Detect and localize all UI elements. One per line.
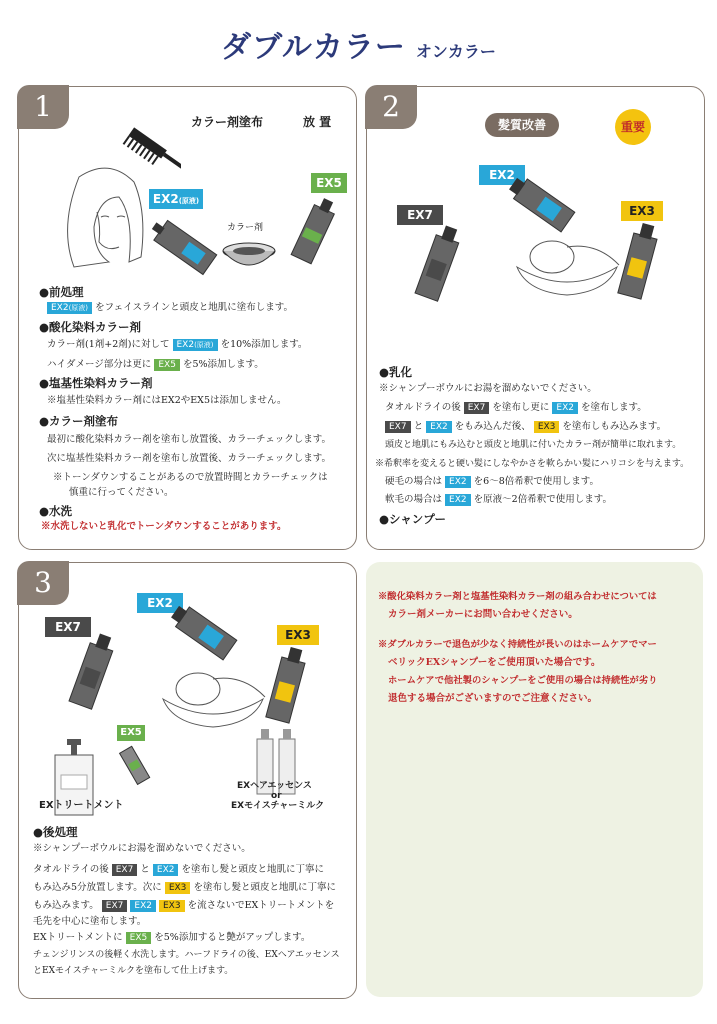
sec5-line1: ※水洗しないと乳化でトーンダウンすることがあります。 <box>41 521 287 532</box>
sec2-line1-a: カラー剤(1剤+2剤)に対して <box>47 339 170 350</box>
tag-ex3: EX3 <box>165 882 191 894</box>
line3-b: を塗布し髪と頭皮と地肌に丁寧に <box>193 882 336 893</box>
label-ex5: EX5 <box>311 173 347 193</box>
line7 <box>385 493 612 507</box>
sec4-line2: 次に塩基性染料カラー剤を塗布し放置後、カラーチェックします。 <box>47 453 331 464</box>
line3 <box>33 881 336 895</box>
line6-a: 硬毛の場合は <box>385 476 443 487</box>
line6-b: を5%添加すると艶がアップします。 <box>154 932 311 943</box>
badge-quality: 髪質改善 <box>485 113 559 137</box>
line2 <box>385 401 647 415</box>
sec1-title: ●後処理 <box>33 825 78 839</box>
label-essence: EXヘアエッセンス <box>237 781 312 791</box>
page-title <box>0 22 717 66</box>
header-apply: カラー剤塗布 <box>191 115 264 129</box>
tag-ex3: EX3 <box>159 900 185 912</box>
tag-ex7: EX7 <box>385 421 411 433</box>
tag-ex2 <box>173 339 218 351</box>
line3-c: を塗布しもみ込みます。 <box>562 421 667 432</box>
tag-ex2: EX2 <box>552 402 578 414</box>
line5: ※希釈率を変えると硬い髪にしなやかさを軟らかい髪にハリコシを与えます。 <box>375 459 690 469</box>
sec3-title: ●塩基性染料カラー剤 <box>39 376 153 390</box>
shampoo-bowl-illustration <box>153 659 273 729</box>
sec1-title: ●前処理 <box>39 285 84 299</box>
shampoo-bowl-illustration <box>507 227 627 297</box>
line8: とEXモイスチャーミルクを塗布して仕上げます。 <box>33 966 234 976</box>
tag-ex3: EX3 <box>534 421 560 433</box>
line6 <box>33 931 310 945</box>
comb-icon <box>111 119 181 189</box>
line1: ※シャンプーボウルにお湯を溜めないでください。 <box>379 383 597 394</box>
sec2-line2 <box>47 358 264 372</box>
sec1-title: ●乳化 <box>379 365 413 379</box>
sec2-line2-b: を5%添加します。 <box>182 359 264 370</box>
sec3-line1: ※塩基性染料カラー剤にはEX2やEX5は添加しません。 <box>47 395 287 406</box>
title-sub: オンカラー <box>415 42 496 61</box>
line7: チェンジリンスの後軽く水洗します。ハーフドライの後、EXヘアエッセンス <box>33 950 340 960</box>
bottle-ex5 <box>115 739 155 789</box>
color-bowl-icon <box>219 239 279 275</box>
panel-step-2 <box>366 86 705 550</box>
label-color-agent: カラー剤 <box>227 223 264 233</box>
line2 <box>33 863 324 877</box>
step-number: 3 <box>17 561 69 605</box>
line2-a: タオルドライの後 <box>33 864 109 875</box>
tag-ex7: EX7 <box>112 864 138 876</box>
line2-b: を塗布し更に <box>492 402 550 413</box>
sec1-line1-text: をフェイスラインと頭皮と地肌に塗布します。 <box>95 302 293 313</box>
label-ex3: EX3 <box>277 625 319 645</box>
line2-c: を塗布し髪と頭皮と地肌に丁寧に <box>181 864 325 875</box>
sec5-title: ●水洗 <box>39 504 73 518</box>
tag-ex2-text: EX2 <box>51 303 69 313</box>
sec2-line1-b: を10%添加します。 <box>220 339 308 350</box>
line3 <box>385 420 666 434</box>
label-ex2-text: EX2 <box>152 192 179 206</box>
label-ex2-note: (原液) <box>178 197 200 205</box>
line6-b: を6～8倍希釈で使用します。 <box>473 476 599 487</box>
line4-a: もみ込みます。 <box>33 900 99 911</box>
sec2-title: ●酸化染料カラー剤 <box>39 320 142 334</box>
tag-ex2: EX2 <box>426 421 452 433</box>
header-wait: 放 置 <box>303 115 332 129</box>
sec2-title: ●シャンプー <box>379 512 446 526</box>
tag-ex2-note: (原液) <box>68 304 89 312</box>
sec4-title: ●カラー剤塗布 <box>39 414 119 428</box>
line7-b: を原液～2倍希釈で使用します。 <box>473 494 612 505</box>
line3-a: もみ込み5分放置します。次に <box>33 882 162 893</box>
bottle-ex7 <box>403 217 473 307</box>
sec4-line3: ※トーンダウンすることがあるので放置時間とカラーチェックは <box>53 472 328 483</box>
step-number: 2 <box>365 85 417 129</box>
label-ex3: EX3 <box>621 201 663 221</box>
line3-a: と <box>413 421 424 432</box>
line6-a: EXトリートメントに <box>33 932 123 943</box>
line3-b: をもみ込んだ後、 <box>454 421 531 432</box>
label-or: or <box>271 791 282 801</box>
line2-a: タオルドライの後 <box>385 402 461 413</box>
tag-ex5: EX5 <box>126 932 152 944</box>
line4-b: を流さないでEXトリートメントを <box>187 900 335 911</box>
note2-line3: ホームケアで他社製のシャンプーをご使用の場合は持続性が劣り <box>388 675 658 686</box>
step-number: 1 <box>17 85 69 129</box>
tag-ex2: EX2 <box>153 864 179 876</box>
line2-b: と <box>140 864 150 875</box>
panel-step-3 <box>18 562 357 999</box>
line5: 毛先を中心に塗布します。 <box>33 916 147 927</box>
tag-ex5: EX5 <box>154 359 180 371</box>
tag-ex2 <box>47 302 92 314</box>
tag-ex2: EX2 <box>445 494 471 506</box>
line6 <box>385 475 599 489</box>
note2-line4: 退色する場合がございますのでご注意ください。 <box>388 693 598 704</box>
tag-ex2-note: (原液) <box>194 341 214 349</box>
label-ex2: EX2 <box>479 165 525 185</box>
tag-ex2: EX2 <box>445 476 471 488</box>
sec2-line1 <box>47 338 307 352</box>
line1: ※シャンプーボウルにお湯を溜めないでください。 <box>33 843 251 854</box>
note1-line2: カラー剤メーカーにお問い合わせください。 <box>388 609 578 620</box>
badge-important: 重要 <box>615 109 651 145</box>
label-ex2: EX2 <box>137 593 183 613</box>
label-ex7: EX7 <box>45 617 91 637</box>
label-treatment: EXトリートメント <box>39 800 124 811</box>
label-milk: EXモイスチャーミルク <box>231 801 325 811</box>
bottle-ex7 <box>57 625 127 715</box>
tag-ex7: EX7 <box>464 402 490 414</box>
note2-line1: ※ダブルカラーで退色が少なく持続性が長いのはホームケアでマー <box>378 639 657 650</box>
line7-a: 軟毛の場合は <box>385 494 443 505</box>
sec2-line2-a: ハイダメージ部分は更に <box>47 359 152 370</box>
sec4-line1: 最初に酸化染料カラー剤を塗布し放置後、カラーチェックします。 <box>47 434 331 445</box>
note1-line1: ※酸化染料カラー剤と塩基性染料カラー剤の組み合わせについては <box>378 591 657 602</box>
panel-step-1 <box>18 86 357 550</box>
note2-line2: ベリックEXシャンプーをご使用頂いた場合です。 <box>388 657 601 668</box>
line4 <box>33 899 334 913</box>
tag-ex2-text: EX2 <box>176 340 195 350</box>
tag-ex7: EX7 <box>102 900 128 912</box>
bottle-ex2 <box>147 205 227 285</box>
sec4-line4: 慎重に行ってください。 <box>69 487 174 498</box>
label-ex7: EX7 <box>397 205 443 225</box>
notes-panel <box>366 562 703 997</box>
tag-ex2: EX2 <box>130 900 156 912</box>
title-main: ダブルカラー <box>221 30 406 65</box>
label-ex5: EX5 <box>117 725 145 741</box>
line4: 頭皮と地肌にもみ込むと頭皮と地肌に付いたカラー剤が簡単に取れます。 <box>385 440 682 450</box>
line2-c: を塗布します。 <box>581 402 647 413</box>
sec1-line1 <box>47 301 293 315</box>
bottle-ex5 <box>275 187 355 267</box>
